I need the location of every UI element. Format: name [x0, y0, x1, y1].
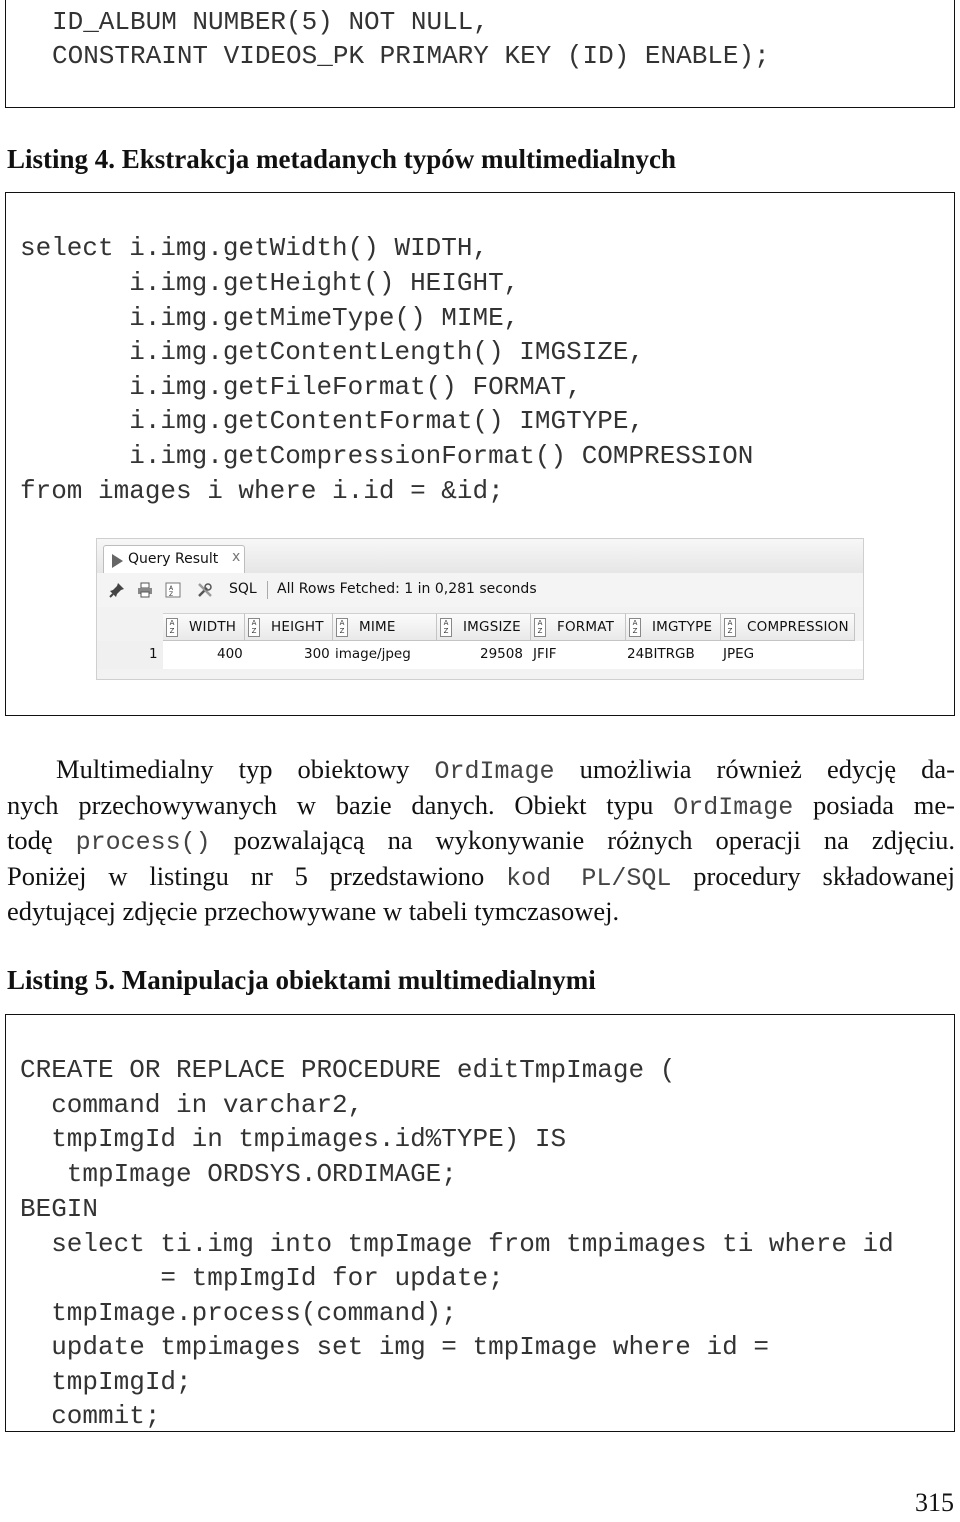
column-header-imgsize[interactable]	[437, 613, 531, 641]
cell-width: 400	[217, 646, 243, 662]
row-number-cell	[97, 641, 163, 669]
column-header-format[interactable]	[531, 613, 626, 641]
text: Poniżej w listingu nr 5 przedstawiono	[7, 860, 507, 891]
paragraph-line	[7, 823, 955, 859]
body-paragraph	[7, 752, 955, 930]
code-line: BEGIN	[20, 1194, 99, 1224]
column-header-compression[interactable]	[721, 613, 855, 641]
code-line: tmpImgId in tmpimages.id%TYPE) IS	[20, 1124, 567, 1154]
listing4-title: Listing 4. Ekstrakcja metadanych typów multimedialnych	[7, 144, 677, 174]
column-label: HEIGHT	[271, 619, 324, 635]
code-line: update tmpimages set img = tmpImage where id =	[20, 1332, 769, 1362]
code-line: command in varchar2,	[20, 1090, 364, 1120]
text: umożliwia również edycję da-	[554, 754, 956, 784]
close-icon[interactable]: x	[232, 549, 241, 565]
print-icon[interactable]	[137, 582, 153, 598]
paragraph-line	[7, 752, 955, 788]
listing3-code-box	[5, 0, 955, 108]
sort-icon[interactable]	[165, 582, 181, 598]
sql-label[interactable]: SQL	[229, 581, 257, 597]
sort-az-icon: A Z	[248, 618, 260, 637]
column-label: IMGTYPE	[652, 619, 713, 635]
code-line: CREATE OR REPLACE PROCEDURE editTmpImage (	[20, 1055, 676, 1085]
code-line: i.img.getMimeType() MIME,	[20, 303, 520, 333]
cell-format: JFIF	[533, 646, 557, 662]
table-row[interactable]	[97, 641, 863, 669]
code-line: tmpImage ORDSYS.ORDIMAGE;	[20, 1159, 457, 1189]
text: posiada me-	[793, 789, 956, 820]
text: nych przechowywanych w bazie danych. Obiekt typu	[7, 789, 674, 820]
query-result-tabbar	[97, 539, 863, 574]
toolbar-divider	[267, 581, 268, 599]
column-label: MIME	[359, 619, 396, 635]
svg-text:Z: Z	[169, 591, 174, 598]
code-line: i.img.getContentFormat() IMGTYPE,	[20, 406, 645, 436]
svg-text:A: A	[169, 585, 174, 592]
code-line: = tmpImgId for update;	[20, 1263, 504, 1293]
cell-compression: JPEG	[723, 646, 755, 662]
tab-query-result[interactable]	[103, 545, 245, 574]
tools-icon[interactable]	[197, 582, 213, 598]
status-text: All Rows Fetched: 1 in 0,281 seconds	[277, 581, 537, 597]
pin-icon[interactable]	[109, 582, 125, 598]
code-line: i.img.getFileFormat() FORMAT,	[20, 372, 582, 402]
sort-az-icon: A Z	[336, 618, 348, 637]
column-header-imgtype[interactable]	[626, 613, 721, 641]
column-label: IMGSIZE	[463, 619, 521, 635]
column-header-width[interactable]	[163, 613, 245, 641]
row-number: 1	[149, 646, 158, 662]
cell-imgsize: 29508	[480, 646, 523, 662]
sort-az-icon: A Z	[724, 618, 736, 637]
page-number: 315	[915, 1488, 954, 1517]
column-label: WIDTH	[189, 619, 237, 635]
code-line: tmpImage.process(command);	[20, 1298, 457, 1328]
sort-az-icon: A Z	[534, 618, 546, 637]
inline-code: OrdImage	[434, 757, 555, 786]
grid-header	[97, 613, 863, 641]
text: todę	[7, 825, 76, 855]
column-label: COMPRESSION	[747, 619, 849, 635]
code-line: i.img.getCompressionFormat() COMPRESSION	[20, 441, 754, 471]
tab-label: Query Result	[128, 551, 219, 567]
inline-code: process()	[75, 828, 211, 857]
code-line: select ti.img into tmpImage from tmpimages ti where id	[20, 1229, 894, 1259]
paragraph-line	[7, 788, 955, 824]
code-line: select i.img.getWidth() WIDTH,	[20, 233, 489, 263]
sort-az-icon: A Z	[629, 618, 641, 637]
inline-code: OrdImage	[673, 792, 794, 822]
text: procedury składowanej	[671, 860, 956, 891]
column-header-mime[interactable]	[333, 613, 437, 641]
query-result-toolbar	[97, 573, 863, 607]
column-label: FORMAT	[557, 619, 615, 635]
cell-imgtype: 24BITRGB	[627, 646, 695, 662]
query-result-panel	[96, 538, 864, 680]
column-header-height[interactable]	[245, 613, 333, 641]
listing5-code-box	[5, 1014, 955, 1432]
code-line: commit;	[20, 1401, 161, 1431]
code-line: i.img.getHeight() HEIGHT,	[20, 268, 520, 298]
code-line: CONSTRAINT VIDEOS_PK PRIMARY KEY (ID) ENABLE);	[52, 41, 770, 71]
code-line: ID_ALBUM NUMBER(5) NOT NULL,	[52, 7, 489, 37]
code-line: from images i where i.id = &id;	[20, 476, 504, 506]
text: edytującej zdjęcie przechowywane w tabeli tymczasowej.	[7, 896, 620, 926]
cell-mime: image/jpeg	[335, 646, 411, 662]
inline-code: kod PL/SQL	[506, 863, 672, 893]
cell-height: 300	[304, 646, 330, 662]
paragraph-line	[7, 859, 955, 895]
sort-az-icon: A Z	[440, 618, 452, 637]
text: Multimedialny typ obiektowy	[56, 754, 435, 784]
code-line: tmpImgId;	[20, 1367, 192, 1397]
text: pozwalającą na wykonywanie różnych operacji na zdjęciu.	[210, 825, 956, 855]
listing5-title: Listing 5. Manipulacja obiektami multimedialnymi	[7, 965, 596, 995]
code-line: i.img.getContentLength() IMGSIZE,	[20, 337, 645, 367]
play-icon	[112, 554, 123, 568]
paragraph-line	[7, 894, 955, 930]
sort-az-icon: A Z	[166, 618, 178, 637]
